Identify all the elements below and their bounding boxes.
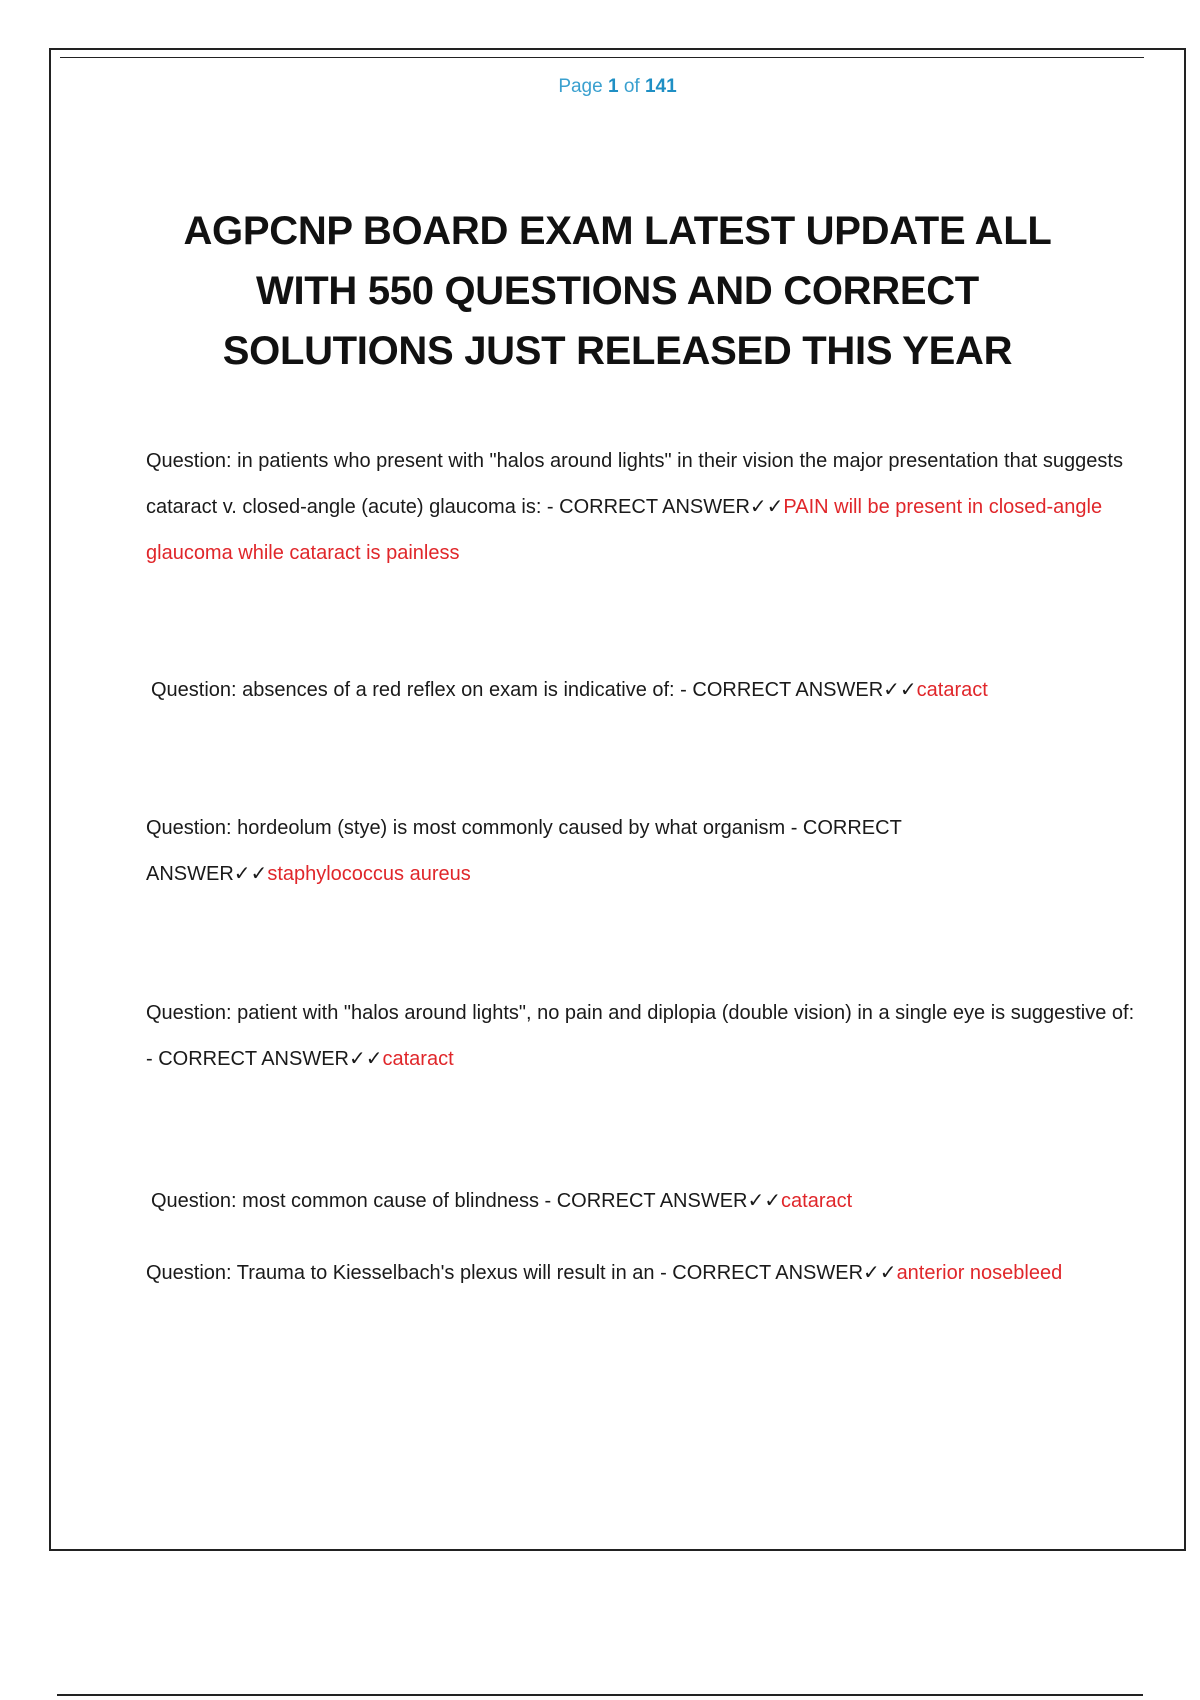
page-current: 1: [607, 76, 619, 97]
answer-text: cataract: [781, 1190, 853, 1212]
question-text: Question: hordeolum (stye) is most commonly caused by what organism - CORRECT ANSWER: [146, 817, 902, 885]
check-marks: ✓✓: [233, 863, 268, 885]
page-of: of: [623, 76, 640, 97]
header-rule: [60, 57, 1144, 58]
document-title: [111, 201, 1124, 381]
question-text: Question: in patients who present with "halos around lights" in their vision the major presentation that suggests cataract v. closed-angle (acute) glaucoma is: - CORRECT ANSWER: [146, 450, 1123, 518]
check-marks: ✓✓: [863, 1262, 897, 1284]
qa-item: [146, 1250, 1136, 1296]
question-text: Question: absences of a red reflex on exam is indicative of: - CORRECT ANSWER: [151, 679, 884, 701]
next-page-rule: [57, 1694, 1143, 1696]
question-text: Question: Trauma to Kiesselbach's plexus will result in an - CORRECT ANSWER: [146, 1262, 864, 1284]
answer-text: anterior nosebleed: [896, 1262, 1063, 1284]
answer-text: cataract: [916, 679, 988, 701]
question-text: Question: patient with "halos around lights", no pain and diplopia (double vision) in a single eye is suggestive of: - CORRECT ANSWER: [146, 1002, 1135, 1070]
page-prefix: Page: [558, 76, 603, 97]
title-line: SOLUTIONS JUST RELEASED THIS YEAR: [222, 328, 1013, 373]
qa-item: [151, 1178, 1141, 1224]
page-total: 141: [644, 76, 677, 97]
question-text: Question: most common cause of blindness - CORRECT ANSWER: [151, 1190, 748, 1212]
check-marks: ✓✓: [348, 1048, 383, 1070]
check-marks: ✓✓: [747, 1190, 782, 1212]
answer-text: cataract: [382, 1048, 454, 1070]
answer-text: staphylococcus aureus: [267, 863, 471, 885]
check-marks: ✓✓: [883, 679, 917, 701]
answer-text: PAIN will be present in closed-angle glaucoma while cataract is painless: [146, 496, 1103, 564]
qa-item: [151, 667, 1141, 713]
page-number: [51, 76, 1184, 98]
qa-item: [146, 805, 1136, 897]
title-line: WITH 550 QUESTIONS AND CORRECT: [256, 268, 979, 313]
title-line: AGPCNP BOARD EXAM LATEST UPDATE ALL: [183, 208, 1052, 253]
check-marks: ✓✓: [749, 496, 784, 518]
qa-item: [146, 990, 1136, 1082]
page-frame: [49, 48, 1186, 1551]
qa-item: [146, 438, 1136, 576]
